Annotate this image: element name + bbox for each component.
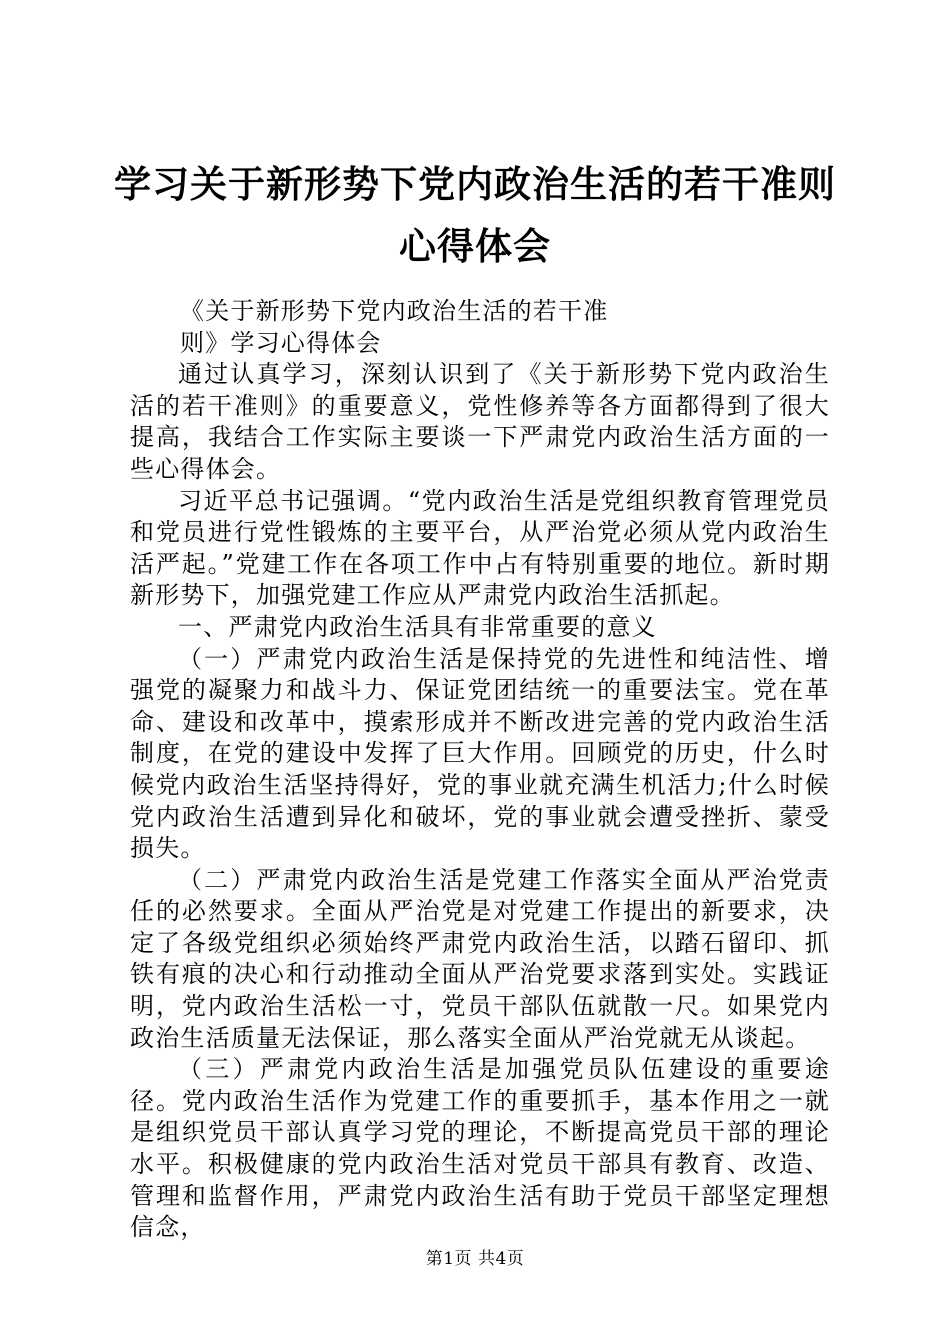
subtitle-line-1: 《关于新形势下党内政治生活的若干准 [180,297,609,325]
paragraph-quote: 习近平总书记强调。“党内政治生活是党组织教育管理党员和党员进行党性锻炼的主要平台，从严治党必须从党内政治生活严起。”党建工作在各项工作中占有特别重要的地位。新时期新形势下，加强党建工作应从严肃党内政治生活抓起。 [130,486,830,610]
document-title: 学习关于新形势下党内政治生活的若干准则心得体会 [114,163,836,268]
paragraph-point-3: （三）严肃党内政治生活是加强党员队伍建设的重要途径。党内政治生活作为党建工作的重要抓手，基本作用之一就是组织党员干部认真学习党的理论，不断提高党员干部的理论水平。积极健康的党内政治生活对党员干部具有教育、改造、管理和监督作用，严肃党内政治生活有助于党员干部坚定理想信念， [130,1055,830,1242]
document-body [130,296,830,1244]
paragraph-point-2: （二）严肃党内政治生活是党建工作落实全面从严治党责任的必然要求。全面从严治党是对党建工作提出的新要求，决定了各级党组织必须始终严肃党内政治生活，以踏石留印、抓铁有痕的决心和行动推动全面从严治党要求落到实处。实践证明，党内政治生活松一寸，党员干部队伍就散一尺。如果党内政治生活质量无法保证，那么落实全面从严治党就无从谈起。 [130,865,830,1052]
paragraph-intro: 通过认真学习，深刻认识到了《关于新形势下党内政治生活的若干准则》的重要意义，党性修养等各方面都得到了很大提高，我结合工作实际主要谈一下严肃党内政治生活方面的一些心得体会。 [130,360,830,483]
page-number-footer: 第1页 共4页 [425,1249,525,1269]
section-heading-1: 一、严肃党内政治生活具有非常重要的意义 [178,612,657,641]
paragraph-point-1: （一）严肃党内政治生活是保持党的先进性和纯洁性、增强党的凝聚力和战斗力、保证党团结统一的重要法宝。党在革命、建设和改革中，摸索形成并不断改进完善的党内政治生活制度，在党的建设中发挥了巨大作用。回顾党的历史，什么时候党内政治生活坚持得好，党的事业就充满生机活力;什么时候党内政治生活遭到异化和破坏，党的事业就会遭受挫折、蒙受损失。 [130,644,830,863]
subtitle-line-2: 则》学习心得体会 [180,328,382,357]
